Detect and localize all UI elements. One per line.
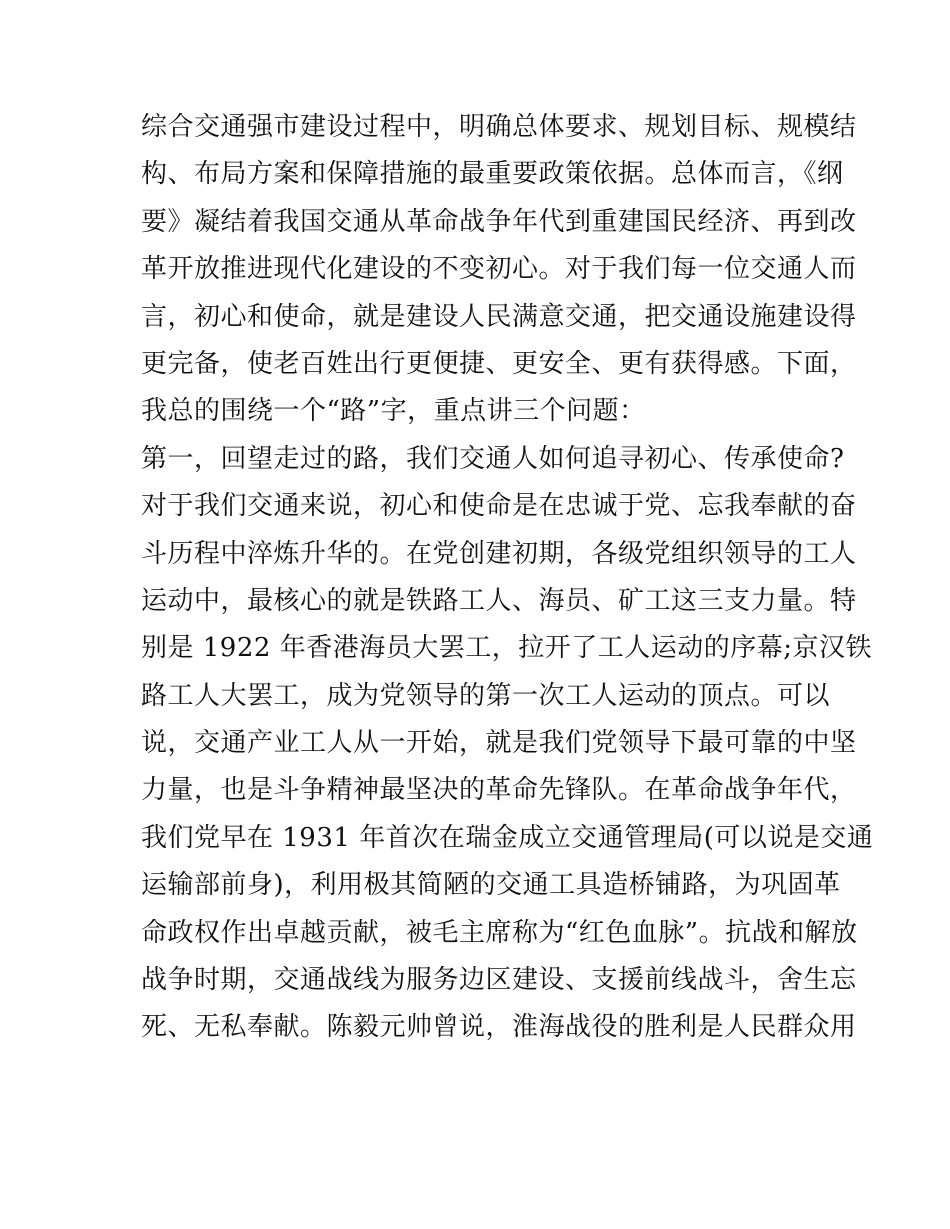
text-line: 构、布局方案和保障措施的最重要政策依据。总体而言，《纲 <box>141 159 844 190</box>
text-line: 力量，也是斗争精神最坚决的革命先锋队。在革命战争年代， <box>141 775 857 806</box>
text-line: 革开放推进现代化建设的不变初心。对于我们每一位交通人而 <box>141 254 857 285</box>
text-line: 路工人大罢工，成为党领导的第一次工人运动的顶点。可以 <box>141 680 831 711</box>
text-line: 运动中，最核心的就是铁路工人、海员、矿工这三支力量。特 <box>141 585 857 616</box>
text-line: 言，初心和使命，就是建设人民满意交通，把交通设施建设得 <box>141 301 857 332</box>
text-line: 说，交通产业工人从一开始，就是我们党领导下最可靠的中坚 <box>141 728 857 759</box>
text-line: 我们党早在 1931 年首次在瑞金成立交通管理局(可以说是交通 <box>141 822 874 853</box>
body-text <box>141 104 874 1052</box>
text-line: 死、无私奉献。陈毅元帅曾说，淮海战役的胜利是人民群众用 <box>141 1012 857 1043</box>
text-line: 别是 1922 年香港海员大罢工，拉开了工人运动的序幕;京汉铁 <box>141 633 872 664</box>
text-line: 命政权作出卓越贡献，被毛主席称为“红色血脉”。抗战和解放 <box>141 917 858 948</box>
text-line: 我总的围绕一个“路”字，重点讲三个问题： <box>141 396 646 427</box>
text-line: 要》凝结着我国交通从革命战争年代到重建国民经济、再到改 <box>141 206 857 237</box>
text-line: 更完备，使老百姓出行更便捷、更安全、更有获得感。下面， <box>141 348 857 379</box>
text-line: 斗历程中淬炼升华的。在党创建初期，各级党组织领导的工人 <box>141 538 857 569</box>
text-line: 综合交通强市建设过程中，明确总体要求、规划目标、规模结 <box>141 112 857 142</box>
section-heading-line: 第一，回望走过的路，我们交通人如何追寻初心、传承使命? <box>141 443 845 474</box>
text-line: 运输部前身)，利用极其简陋的交通工具造桥铺路，为巩固革 <box>141 870 841 901</box>
text-line: 对于我们交通来说，初心和使命是在忠诚于党、忘我奉献的奋 <box>141 491 857 522</box>
text-line: 战争时期，交通战线为服务边区建设、支援前线战斗，舍生忘 <box>141 965 857 996</box>
